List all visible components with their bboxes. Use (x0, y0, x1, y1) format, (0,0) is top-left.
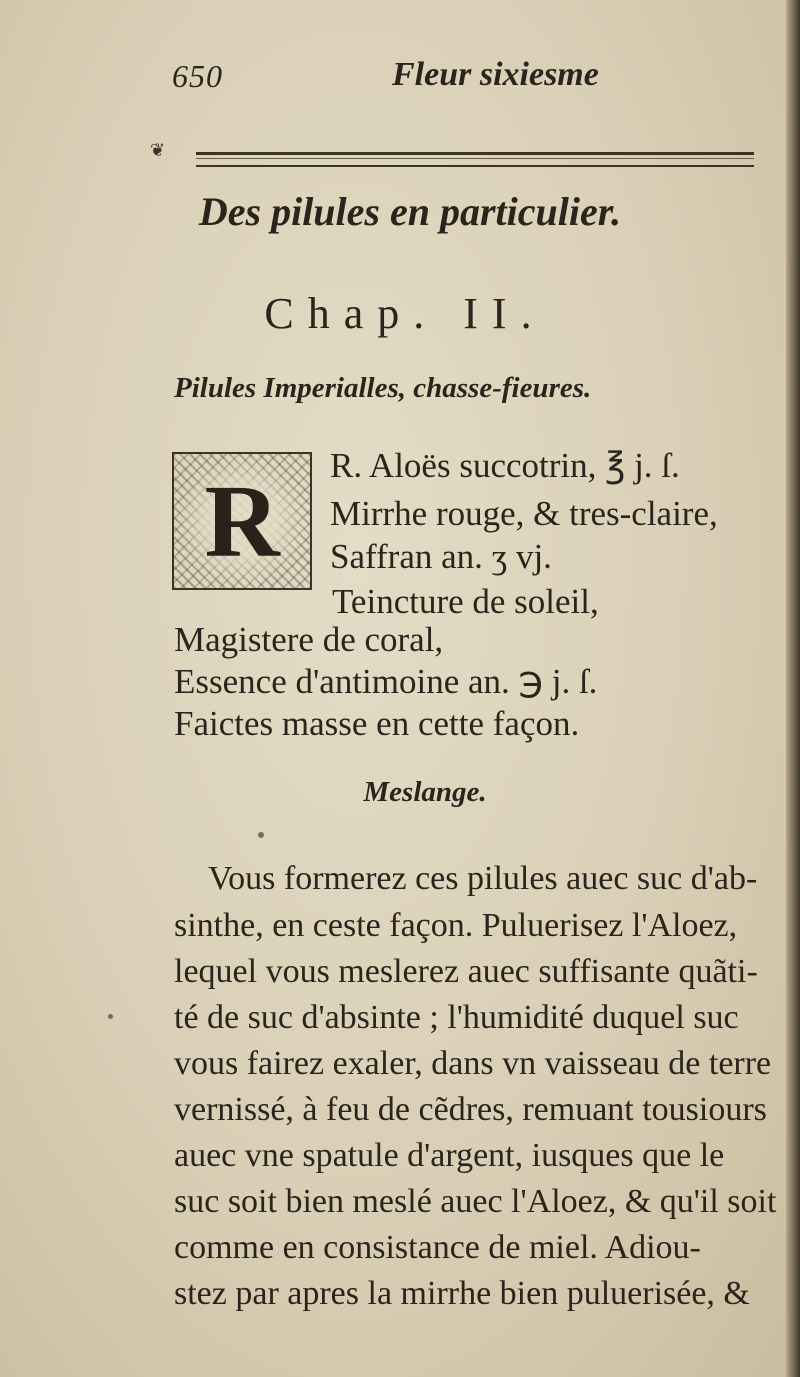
recipe-line: Faictes masse en cette façon. (174, 704, 580, 743)
body-text-line: vous fairez exaler, dans vn vaisseau de terre (174, 1045, 772, 1082)
page-header (0, 52, 790, 112)
chapter-heading: Chap. II. (264, 289, 546, 338)
section-heading: Des pilules en particulier. (198, 189, 622, 234)
running-title: Fleur sixiesme (392, 56, 599, 93)
subheading: Meslange. (363, 776, 487, 808)
ornamental-rule (196, 152, 754, 167)
drop-cap-letter: R (174, 454, 310, 588)
body-text-line: sinthe, en ceste façon. Puluerisez l'Aloez, (174, 907, 738, 944)
recipe-line: Teincture de soleil, (332, 582, 599, 621)
body-text-line: stez par apres la mirrhe bien puluerisée, & (174, 1275, 750, 1312)
recipe-line: R. Aloës succotrin, ℥ j. ſ. (330, 446, 680, 485)
recipe-line: Magistere de coral, (174, 620, 444, 659)
body-text-line: auec vne spatule d'argent, iusques que le (174, 1137, 725, 1174)
body-text-line: vernissé, à feu de cẽdres, remuant tousiours (174, 1091, 767, 1128)
fleuron-ornament-icon: ❦ (150, 140, 166, 161)
recipe-line: Essence d'antimoine an. ℈ j. ſ. (174, 662, 598, 701)
ink-spot (258, 832, 264, 838)
recipe-line: Saffran an. ʒ vj. (330, 537, 552, 576)
ink-spot (108, 1014, 113, 1019)
page-edge-shadow (786, 0, 800, 1377)
recipe-title: Pilules Imperialles, chasse-fieures. (174, 372, 592, 404)
body-text-line: té de suc d'absinte ; l'humidité duquel suc (174, 999, 739, 1036)
body-text-line: lequel vous meslerez auec suffisante quãti- (174, 953, 758, 990)
body-text-line: Vous formerez ces pilules auec suc d'ab- (208, 860, 758, 897)
decorative-initial-icon (172, 452, 312, 590)
page-number: 650 (172, 58, 223, 94)
body-text-line: comme en consistance de miel. Adiou- (174, 1229, 701, 1266)
recipe-line: Mirrhe rouge, & tres-claire, (330, 494, 718, 533)
body-text-line: suc soit bien meslé auec l'Aloez, & qu'il soit (174, 1183, 777, 1220)
